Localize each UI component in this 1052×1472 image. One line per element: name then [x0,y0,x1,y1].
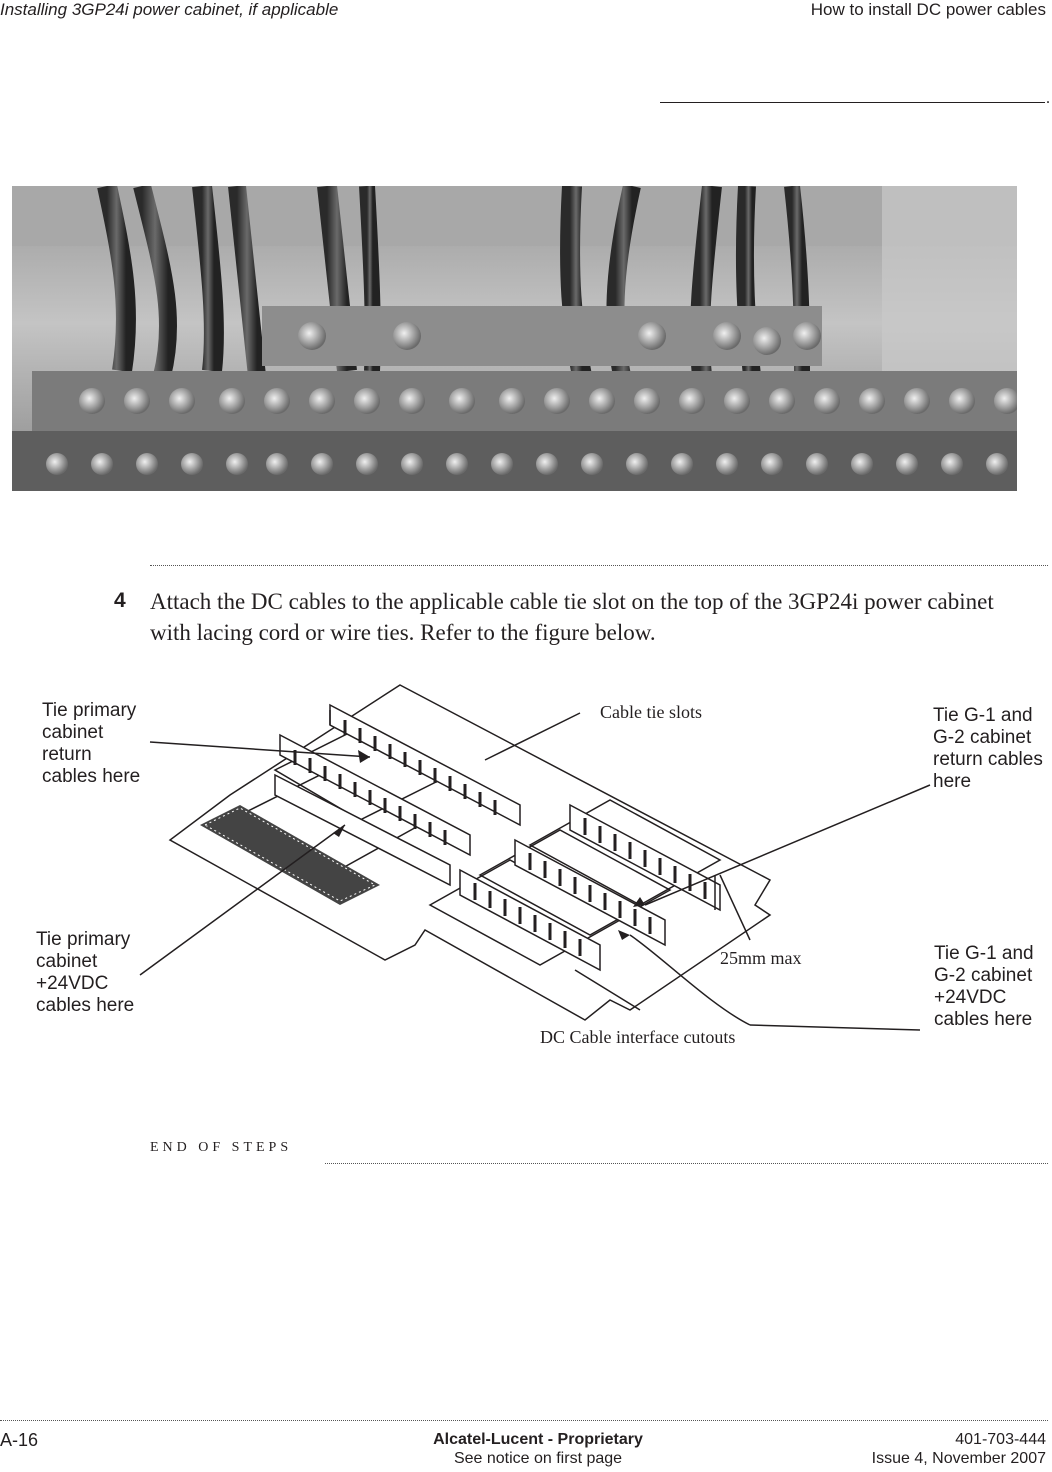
cable-tie-figure [30,675,1052,1065]
header-rule [660,102,1045,103]
step-number: 4 [114,589,126,612]
footer-company: Alcatel-Lucent - Proprietary [433,1431,643,1448]
footer-rule [0,1420,1048,1421]
end-of-steps-rule [325,1163,1048,1164]
footer-notice: See notice on first page [453,1450,623,1467]
end-of-steps-label: END OF STEPS [150,1140,293,1155]
page-number: A-16 [0,1430,39,1450]
running-header-section: Installing 3GP24i power cabinet, if applicable [0,0,339,19]
callout-cable-tie-slots: Cable tie slots [600,702,702,722]
callout-max: 25mm max [720,948,802,968]
terminal-block-photo [12,186,1017,491]
callout-tie-g-24vdc: Tie G-1 and G-2 cabinet +24VDC cables here [934,943,1034,1030]
header-rule-end: . [1046,90,1050,107]
footer-right [872,1430,1046,1468]
footer-center [428,1430,648,1468]
step-separator [150,565,1048,566]
footer-issue: Issue 4, November 2007 [871,1450,1046,1467]
step-text: Attach the DC cables to the applicable cable tie slot on the top of the 3GP24i power cabinet with lacing cord or wire ties. Refer to the figure below. [150,589,994,645]
callout-tie-primary-24vdc: Tie primary cabinet +24VDC cables here [36,929,135,1016]
callout-tie-g-return: Tie G-1 and G-2 cabinet return cables here [933,705,1043,792]
running-header-topic: How to install DC power cables [810,0,1046,19]
cabinet-top-drawing [30,675,1052,1065]
callout-cutouts: DC Cable interface cutouts [540,1027,736,1047]
footer-doc-number: 401-703-444 [955,1431,1046,1448]
callout-tie-primary-return: Tie primary cabinet return cables here [42,700,141,787]
